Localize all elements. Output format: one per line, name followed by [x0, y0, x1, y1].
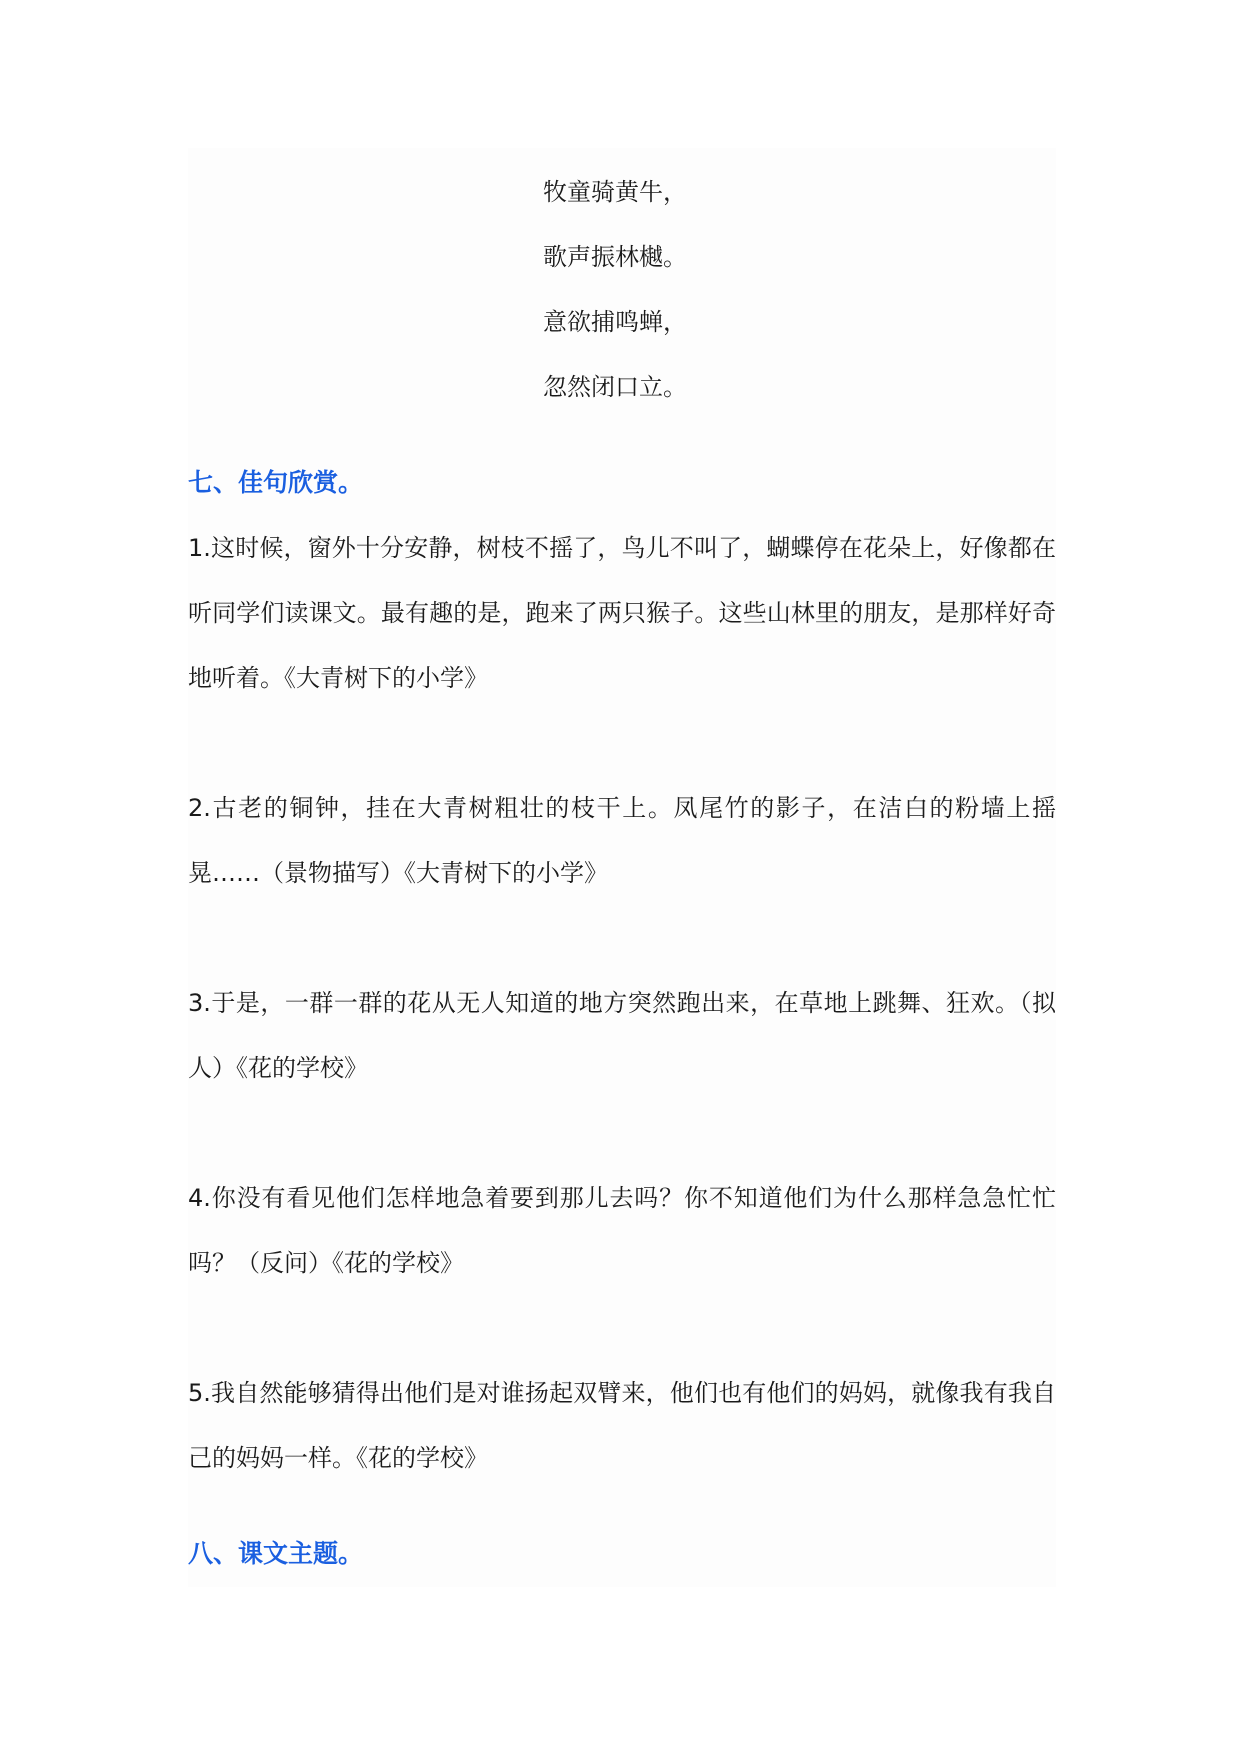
poem-line-2: 歌声振林樾。: [543, 243, 687, 271]
sentence-1: 1.这时候，窗外十分安静，树枝不摇了，鸟儿不叫了，蝴蝶停在花朵上，好像都在听同学们读课文。最有趣的是，跑来了两只猴子。这些山林里的朋友，是那样好奇地听着。《大青树下的小学》: [188, 534, 1056, 692]
document-body: [188, 148, 1056, 1587]
poem-line-1: 牧童骑黄牛，: [543, 178, 687, 206]
sentence-5: 5.我自然能够猜得出他们是对谁扬起双臂来，他们也有他们的妈妈，就像我有我自己的妈妈一样。《花的学校》: [188, 1379, 1056, 1472]
sentence-2: 2.古老的铜钟，挂在大青树粗壮的枝干上。凤尾竹的影子，在洁白的粉墙上摇晃……（景物描写）《大青树下的小学》: [188, 794, 1056, 887]
section-title-seven: 七、佳句欣赏。: [188, 468, 364, 497]
paragraph-gap: [188, 1296, 1056, 1361]
sentence-3: 3.于是，一群一群的花从无人知道的地方突然跑出来，在草地上跳舞、狂欢。（拟人）《花的学校》: [188, 989, 1056, 1082]
section-title-eight: 八、课文主题。: [188, 1539, 364, 1568]
paragraph-gap: [188, 906, 1056, 971]
poem: [188, 148, 1056, 420]
paragraph-gap: [188, 1101, 1056, 1166]
paragraph-gap: [188, 711, 1056, 776]
sentence-4: 4.你没有看见他们怎样地急着要到那儿去吗？你不知道他们为什么那样急急忙忙吗？（反问）《花的学校》: [188, 1184, 1056, 1277]
poem-line-4: 忽然闭口立。: [543, 373, 687, 401]
poem-line-3: 意欲捕鸣蝉，: [543, 308, 687, 336]
